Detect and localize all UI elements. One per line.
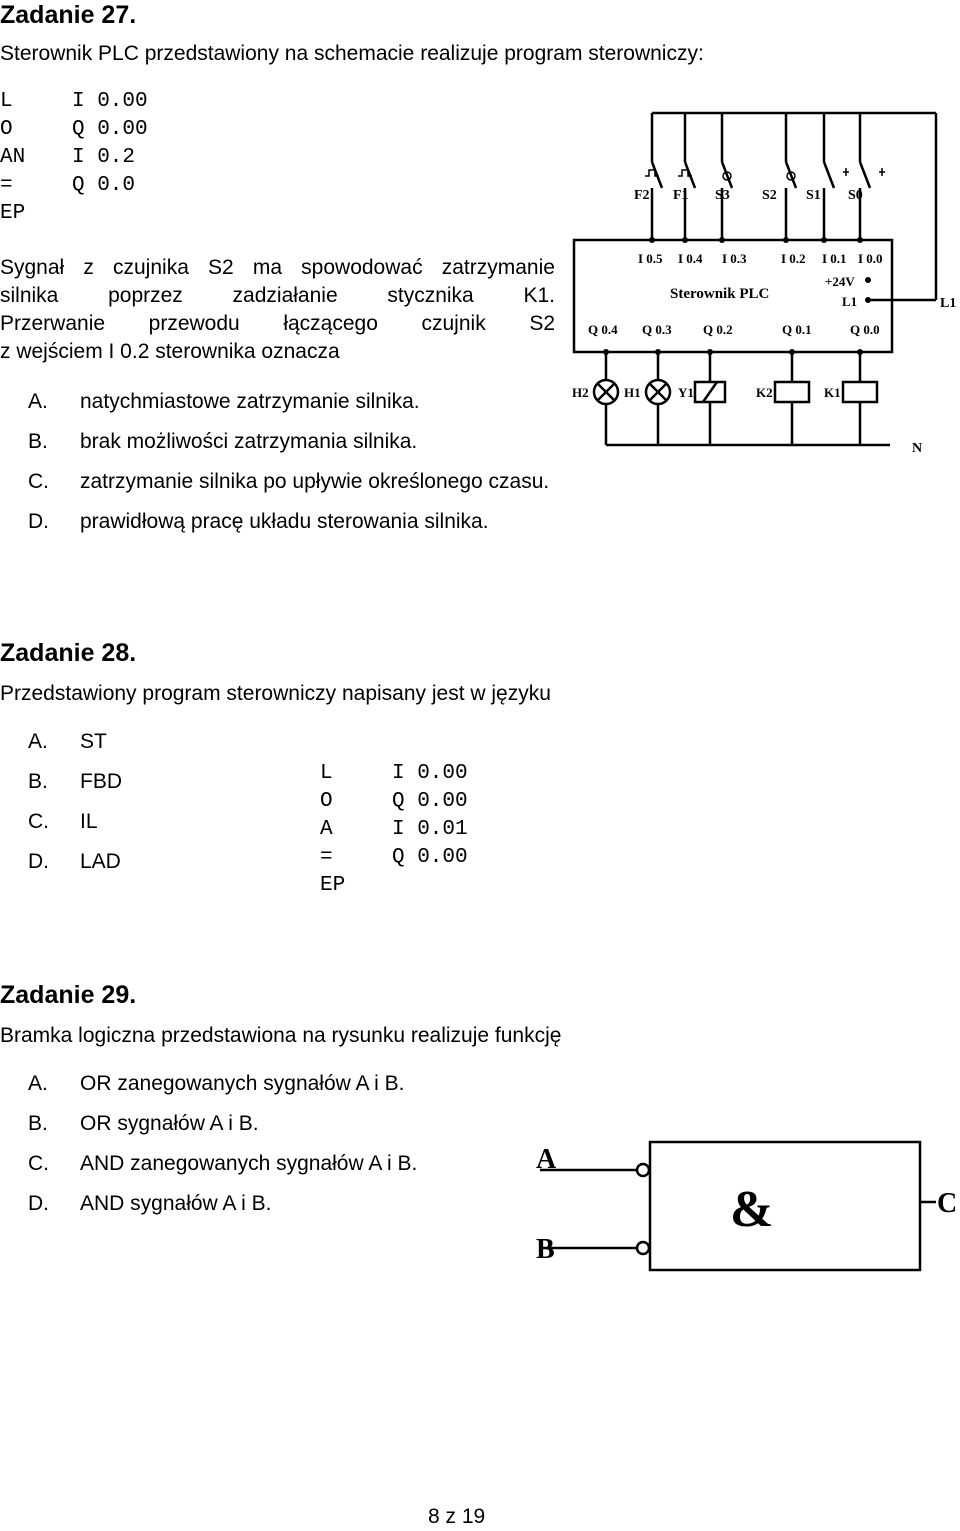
neutral-n-label: N (912, 441, 923, 456)
question-line-1: Sygnał z czujnika S2 ma spowodować zatrzymanie (0, 256, 555, 279)
gate-output-c-label: C (937, 1188, 958, 1219)
supply-l1: L1 (842, 294, 858, 309)
option-a: A. natychmiastowe zatrzymanie silnika. (28, 390, 420, 413)
option-b: B. OR sygnałów A i B. (28, 1112, 259, 1135)
label-s3: S3 (715, 188, 730, 203)
terminal-i00: I 0.0 (858, 251, 883, 266)
task-28-question: Przedstawiony program sterowniczy napisany jest w języku (0, 682, 551, 705)
gate-input-b-label: B (536, 1234, 555, 1265)
program-line: EP (320, 874, 346, 897)
question-line-4: z wejściem I 0.2 sterownika oznacza (0, 340, 340, 363)
option-b: B. FBD (28, 770, 122, 793)
task-29-options (28, 1070, 417, 1218)
terminal-q02: Q 0.2 (703, 322, 733, 337)
load-y1: Y1 (678, 385, 694, 400)
load-h2: H2 (572, 385, 589, 400)
program-line: AN I 0.2 (0, 146, 136, 169)
load-k1: K1 (824, 385, 841, 400)
terminal-q03: Q 0.3 (642, 322, 672, 337)
question-line-3: Przerwanie przewodu łączącego czujnik S2 (0, 312, 555, 335)
terminal-q04: Q 0.4 (588, 322, 618, 337)
page-number: 8 z 19 (428, 1505, 486, 1528)
terminal-i02: I 0.2 (781, 251, 806, 266)
task-27-intro: Sterownik PLC przedstawiony na schemacie realizuje program sterowniczy: (0, 42, 704, 65)
terminal-q01: Q 0.1 (782, 322, 812, 337)
option-a: A. OR zanegowanych sygnałów A i B. (28, 1072, 405, 1095)
label-s1: S1 (806, 188, 821, 203)
label-s0: S0 (848, 188, 863, 203)
terminal-i04: I 0.4 (678, 251, 703, 266)
plc-label: Sterownik PLC (670, 286, 770, 302)
option-d: D. prawidłową pracę układu sterowania silnika. (28, 510, 489, 533)
gate-input-a-label: A (536, 1144, 557, 1175)
program-line: O Q 0.00 (320, 790, 468, 813)
label-s2: S2 (762, 188, 777, 203)
load-h1: H1 (624, 385, 641, 400)
load-k2: K2 (756, 385, 773, 400)
option-c: C. AND zanegowanych sygnałów A i B. (28, 1152, 418, 1175)
option-a: A. ST (28, 730, 107, 753)
terminal-i01: I 0.1 (822, 251, 847, 266)
question-line-2: silnika poprzez zadziałanie stycznika K1. (0, 284, 555, 307)
program-line: = Q 0.00 (320, 846, 468, 869)
task-27-options (28, 388, 549, 536)
task-27-question (0, 254, 555, 366)
terminal-q00: Q 0.0 (850, 322, 880, 337)
program-line: = Q 0.0 (0, 174, 136, 197)
option-d: D. AND sygnałów A i B. (28, 1192, 272, 1215)
program-line: A I 0.01 (320, 818, 468, 841)
task-29-title: Zadanie 29. (0, 981, 137, 1009)
program-line: L I 0.00 (320, 762, 468, 785)
gate-and-symbol: & (730, 1181, 774, 1238)
logic-gate-diagram (530, 1138, 958, 1278)
task-28-options (28, 728, 122, 876)
program-line: L I 0.00 (0, 90, 148, 113)
task-28-title: Zadanie 28. (0, 639, 137, 667)
option-b: B. brak możliwości zatrzymania silnika. (28, 430, 418, 453)
label-f2: F2 (634, 188, 650, 203)
line-l1-label: L1 (940, 296, 957, 311)
option-d: D. LAD (28, 850, 121, 873)
task-27-title: Zadanie 27. (0, 1, 137, 29)
program-line: EP (0, 202, 26, 225)
option-c: C. IL (28, 810, 98, 833)
task-27-program (0, 88, 148, 228)
label-f1: F1 (673, 188, 689, 203)
task-28-program (320, 760, 468, 900)
terminal-i05: I 0.5 (638, 251, 663, 266)
plc-wiring-diagram (560, 100, 960, 470)
program-line: O Q 0.00 (0, 118, 148, 141)
option-c: C. zatrzymanie silnika po upływie określonego czasu. (28, 470, 550, 493)
supply-24v: +24V (825, 274, 855, 289)
terminal-i03: I 0.3 (722, 251, 747, 266)
task-29-question: Bramka logiczna przedstawiona na rysunku realizuje funkcję (0, 1024, 562, 1047)
